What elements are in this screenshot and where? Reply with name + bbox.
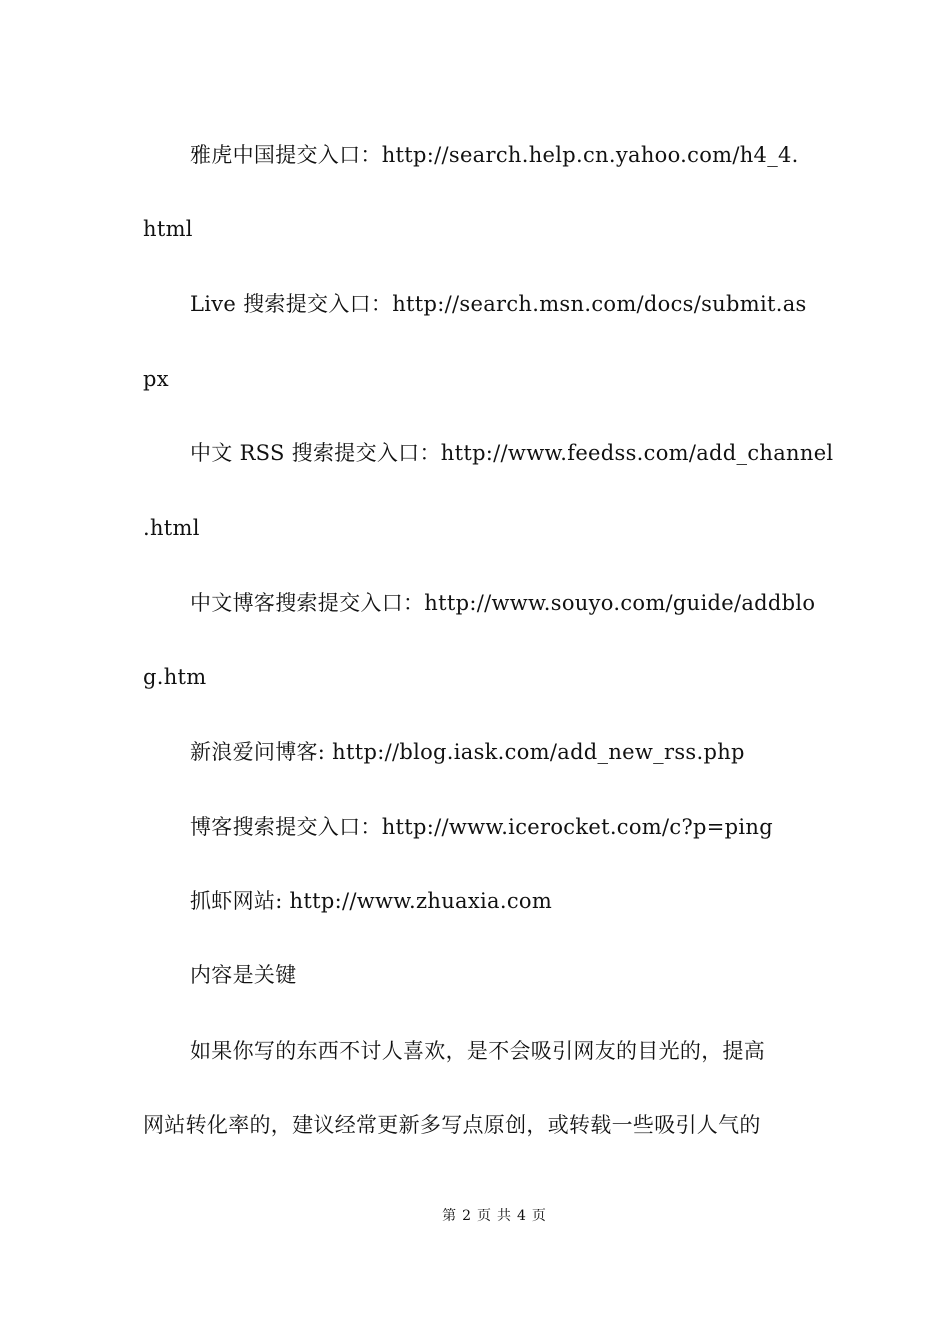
- footer-suffix: 页: [531, 1208, 546, 1224]
- text-line-blog-search-entry: 中文博客搜索提交入口：http://www.souyo.com/guide/addblo: [190, 591, 816, 615]
- footer-page-label: 页: [477, 1208, 491, 1224]
- footer-current-page: 2: [462, 1208, 471, 1224]
- text-line-rss-entry-cont: .html: [143, 516, 200, 540]
- text-line-live-entry-cont: px: [143, 367, 169, 391]
- text-line-yahoo-entry-cont: html: [143, 217, 193, 241]
- page-footer: [0, 1207, 950, 1225]
- footer-prefix: 第: [442, 1208, 457, 1224]
- paragraph-line-1: 如果你写的东西不讨人喜欢，是不会吸引网友的目光的，提高: [190, 1039, 766, 1063]
- text-line-zhuaxia: 抓虾网站: http://www.zhuaxia.com: [190, 889, 553, 913]
- text-line-icerocket: 博客搜索提交入口：http://www.icerocket.com/c?p=ping: [190, 815, 773, 839]
- footer-total-pages: 4: [517, 1208, 526, 1224]
- section-heading-content: 内容是关键: [190, 963, 297, 987]
- footer-total-label: 共: [497, 1208, 511, 1224]
- text-line-live-entry: Live 搜索提交入口：http://search.msn.com/docs/submit.as: [190, 292, 807, 316]
- text-line-rss-entry: 中文 RSS 搜索提交入口：http://www.feedss.com/add_channel: [190, 441, 834, 465]
- text-line-blog-search-entry-cont: g.htm: [143, 665, 207, 689]
- text-line-yahoo-entry: 雅虎中国提交入口：http://search.help.cn.yahoo.com/h4_4.: [190, 143, 799, 167]
- paragraph-line-2: 网站转化率的，建议经常更新多写点原创，或转载一些吸引人气的: [143, 1113, 761, 1137]
- text-line-sina-iask: 新浪爱问博客: http://blog.iask.com/add_new_rss.php: [190, 740, 745, 764]
